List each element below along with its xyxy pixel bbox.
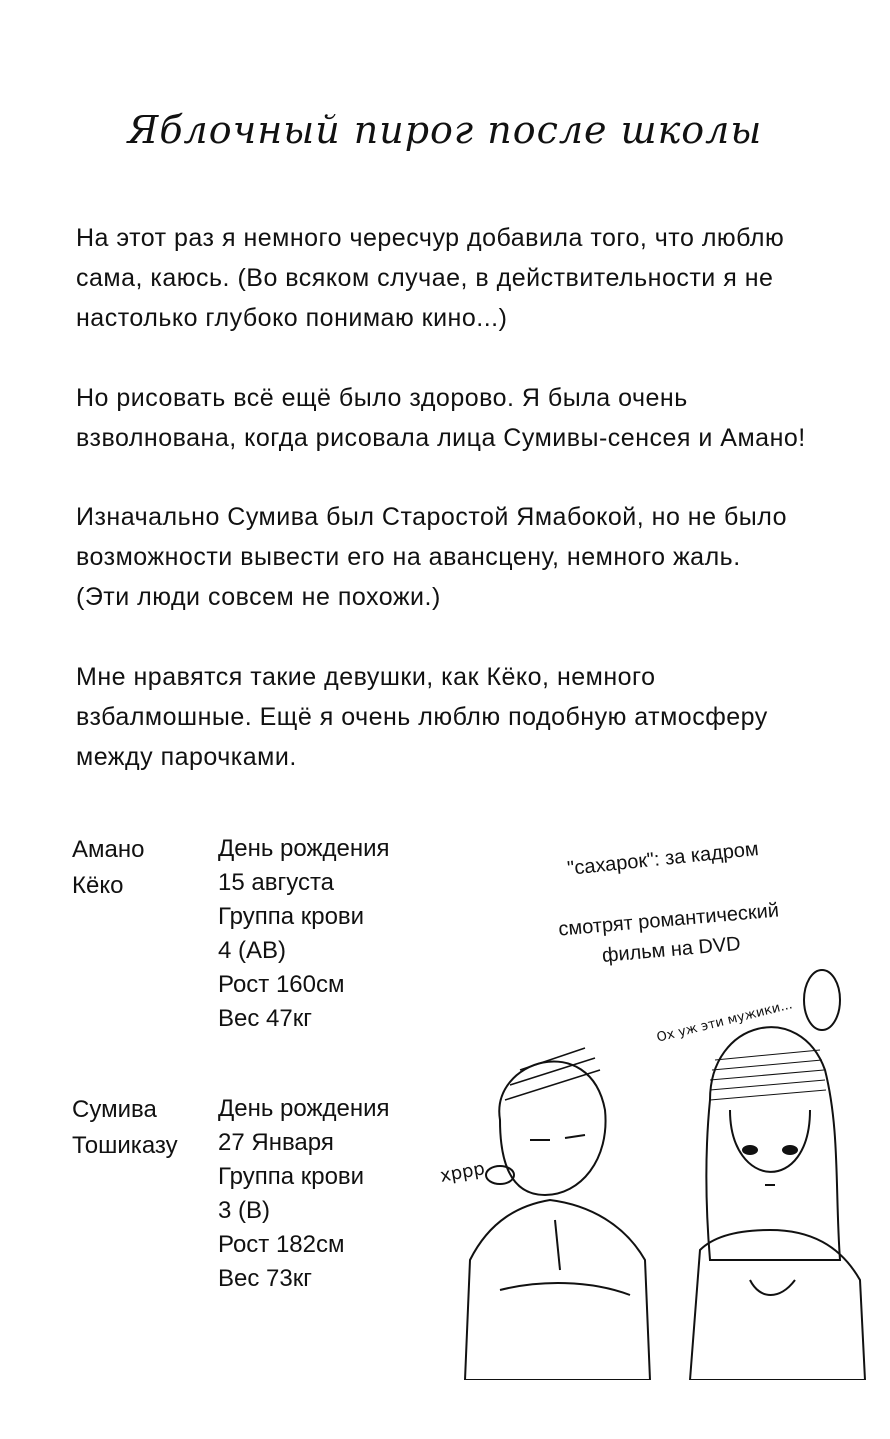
snore-text: хррр: [438, 1158, 487, 1187]
paragraph-line: Изначально Сумива был Старостой Ямабокой, но не было: [76, 503, 788, 531]
height-value: Рост 182см: [218, 1231, 345, 1258]
blood-value: 3 (В): [218, 1197, 271, 1224]
thought-bubble-icon: [804, 970, 840, 1030]
blood-value: 4 (АВ): [218, 937, 287, 964]
caption-line: фильм на DVD: [601, 932, 742, 967]
profile-name: [72, 1092, 212, 1164]
name-line: Тошиказу: [72, 1132, 178, 1159]
paragraph-line: (Эти люди совсем не похожи.): [76, 583, 441, 611]
caption-line: смотрят романтический: [557, 899, 780, 941]
height-value: Рост 160см: [218, 971, 345, 998]
page-title: Яблочный пирог после школы: [127, 108, 763, 152]
paragraph-line: сама, каюсь. (Во всяком случае, в действительности я не: [76, 264, 774, 292]
paragraph-line: между парочками.: [76, 743, 297, 771]
birthday-label: День рождения: [218, 835, 390, 862]
profile-stats: [218, 832, 458, 1036]
birthday-value: 27 Января: [218, 1129, 334, 1156]
paragraph-1: [76, 218, 816, 338]
paragraph-line: возможности вывести его на авансцену, немного жаль.: [76, 543, 741, 571]
paragraph-line: взбалмошные. Ещё я очень люблю подобную атмосферу: [76, 703, 768, 731]
blood-label: Группа крови: [218, 1163, 365, 1190]
birthday-label: День рождения: [218, 1095, 390, 1122]
speech-text: Ох уж эти мужики...: [655, 997, 794, 1046]
paragraph-4: [76, 657, 816, 777]
name-line: Сумива: [72, 1096, 157, 1123]
paragraph-line: На этот раз я немного чересчур добавила того, что люблю: [76, 224, 785, 252]
paragraph-2: [76, 378, 816, 458]
name-line: Кёко: [72, 872, 124, 899]
boy-head: [499, 1061, 605, 1195]
paragraph-line: Но рисовать всё ещё было здорово. Я была очень: [76, 384, 688, 412]
paragraph-line: Мне нравятся такие девушки, как Кёко, немного: [76, 663, 656, 691]
paragraph-line: взволнована, когда рисовала лица Сумивы-сенсея и Амано!: [76, 424, 806, 452]
couple-illustration: [460, 960, 880, 1380]
profile-name: [72, 832, 212, 904]
paragraph-line: настолько глубоко понимаю кино...): [76, 304, 508, 332]
paragraph-3: [76, 497, 816, 617]
caption-offscreen: "сахарок": за кадром: [566, 838, 760, 880]
girl-hair: [706, 1027, 840, 1260]
name-line: Амано: [72, 836, 145, 863]
profile-stats: [218, 1092, 458, 1296]
weight-value: Вес 47кг: [218, 1005, 312, 1032]
blood-label: Группа крови: [218, 903, 365, 930]
weight-value: Вес 73кг: [218, 1265, 312, 1292]
birthday-value: 15 августа: [218, 869, 335, 896]
